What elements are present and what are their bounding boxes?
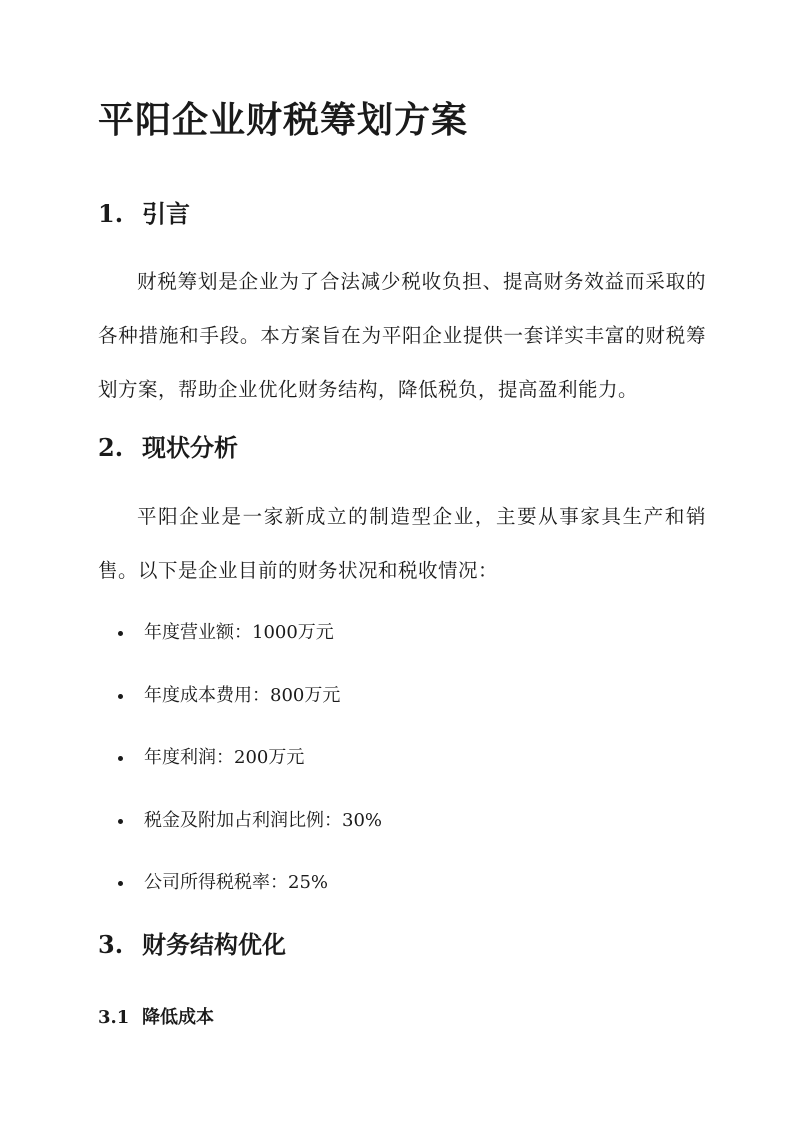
list-item-text: 年度利润：200万元	[144, 747, 305, 768]
list-item	[98, 727, 706, 790]
list-item-text: 年度营业额：1000万元	[144, 622, 334, 643]
list-item	[98, 602, 706, 665]
section-title: 财务结构优化	[142, 930, 286, 959]
subsection-heading-reduce-costs	[98, 1003, 214, 1029]
section-title: 现状分析	[142, 433, 238, 462]
bullet-icon	[118, 694, 123, 699]
section-heading-introduction	[98, 194, 190, 229]
subsection-title: 降低成本	[142, 1007, 214, 1028]
list-item	[98, 665, 706, 728]
list-item-text: 税金及附加占利润比例：30%	[144, 809, 383, 831]
section-number: 1.	[98, 199, 124, 228]
introduction-paragraph: 财税筹划是企业为了合法减少税收负担、提高财务效益而采取的各种措施和手段。本方案旨在为平阳企业提供一套详实丰富的财税筹划方案，帮助企业优化财务结构，降低税负，提高盈利能力。	[98, 270, 706, 401]
list-item	[98, 852, 706, 915]
list-item-text: 年度成本费用：800万元	[144, 684, 341, 706]
page-title: 平阳企业财税筹划方案	[98, 99, 469, 141]
section-heading-status-analysis	[98, 428, 238, 463]
bullet-icon	[118, 881, 123, 886]
status-analysis-paragraph: 平阳企业是一家新成立的制造型企业，主要从事家具生产和销售。以下是企业目前的财务状况和税收情况：	[98, 505, 706, 582]
subsection-number: 3.1	[98, 1007, 130, 1028]
bullet-icon	[118, 819, 123, 824]
section-heading-financial-structure	[98, 925, 286, 960]
financial-status-list	[98, 602, 706, 915]
list-item	[98, 790, 706, 853]
bullet-icon	[118, 756, 123, 761]
list-item-text: 公司所得税税率：25%	[144, 872, 329, 893]
bullet-icon	[118, 631, 123, 636]
section-number: 3.	[98, 930, 124, 959]
section-title: 引言	[142, 199, 190, 228]
section-number: 2.	[98, 433, 124, 462]
